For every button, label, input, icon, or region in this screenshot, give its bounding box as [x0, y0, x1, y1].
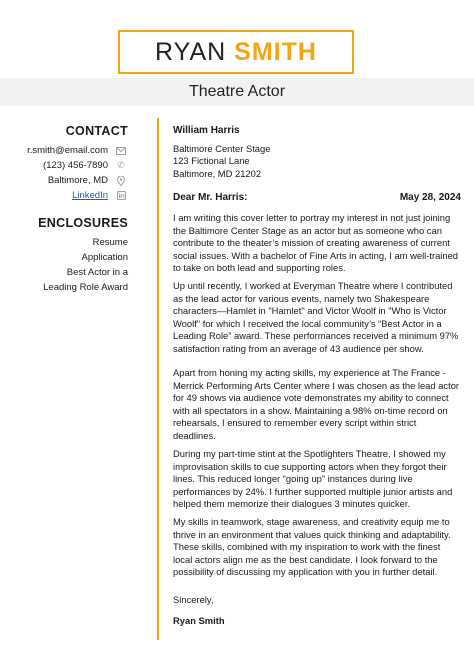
signature-name: Ryan Smith [173, 615, 225, 626]
enclosure-item: Resume [92, 237, 128, 248]
paragraph-3: Apart from honing my acting skills, my experience at The France - Merrick Performing Arts Center where I was chosen as the lead actor for 49 shows via audience vote demonstrates my ability to connect with all spectators in a show. Maintaining a 98% on-time record on rehearsals, I ensured to remember every script within strict deadlines. [173, 367, 460, 441]
phone-icon: ✆ [117, 160, 125, 170]
paragraph-5: My skills in teamwork, stage awareness, and creativity equip me to thrive in an environment that values quick thinking and adaptability. These skills, combined with my inspiration to work with the finest local actors align me as the best candidate. I look forward to the possibility of discussing my application with you in further detail. [173, 516, 451, 578]
divider-line [157, 118, 159, 640]
salutation: Dear Mr. Harris: [173, 192, 248, 203]
enclosure-item: Application [81, 252, 128, 263]
enclosures-section [0, 216, 128, 295]
last-name: SMITH [234, 38, 317, 66]
contact-email[interactable] [0, 143, 128, 158]
contact-location [0, 173, 128, 188]
name-box [118, 30, 354, 74]
paragraph-2: Up until recently, I worked at Everyman Theatre where I contributed as the lead actor for various events, namely two Shakespeare characters—Hamlet in "Hamlet" and Victor Woolf in "Who is Victor Woolf" for which I received the local community’s “Best Actor in a Leading Role” award. These performances received a minimum 97% satisfaction rating from an average of 43 audience per show. [173, 280, 459, 354]
recipient-city: Baltimore, MD 21202 [173, 167, 262, 179]
salutation-row [173, 192, 461, 205]
letter-date: May 28, 2024 [399, 192, 461, 203]
contact-heading: CONTACT [65, 124, 128, 138]
linkedin-icon [114, 191, 128, 200]
phone-text: (123) 456-7890 [43, 160, 108, 171]
contact-section [0, 124, 128, 203]
location-pin-icon [114, 176, 128, 186]
paragraph-1: I am writing this cover letter to portray my interest in not just joining the Baltimore Center Stage as an actor but as someone who can contribute to the theater’s mission of creating awareness of current social issues. With a bachelor of Fine Arts in acting, I am well-trained to take on both lead and supporting roles. [173, 212, 459, 274]
job-title: Theatre Actor [188, 83, 286, 100]
linkedin-link[interactable]: LinkedIn [72, 190, 108, 201]
enclosures-heading: ENCLOSURES [38, 216, 128, 230]
recipient-company: Baltimore Center Stage [173, 142, 271, 154]
enclosure-item: Leading Role Award [43, 282, 128, 293]
contact-phone[interactable] [0, 158, 128, 173]
first-name: RYAN [155, 38, 227, 66]
closing: Sincerely, [173, 594, 214, 605]
email-text: r.smith@email.com [27, 145, 108, 156]
recipient-street: 123 Fictional Lane [173, 155, 250, 167]
applicant-name [120, 32, 352, 72]
recipient-name: William Harris [173, 125, 240, 136]
email-icon [114, 147, 128, 155]
paragraph-4: During my part-time stint at the Spotlighters Theatre, I showed my improvisation skills to cue supporting actors when they forgot their lines. This reduced longer “going up” instances during live performances by 24%. I further supported multiple junior artists and helped them memorize their dialogues 3 minutes quicker. [173, 448, 453, 510]
enclosure-item: Best Actor in a [66, 267, 128, 278]
location-text: Baltimore, MD [47, 175, 108, 186]
contact-linkedin[interactable] [0, 188, 128, 203]
recipient-block [173, 125, 461, 180]
